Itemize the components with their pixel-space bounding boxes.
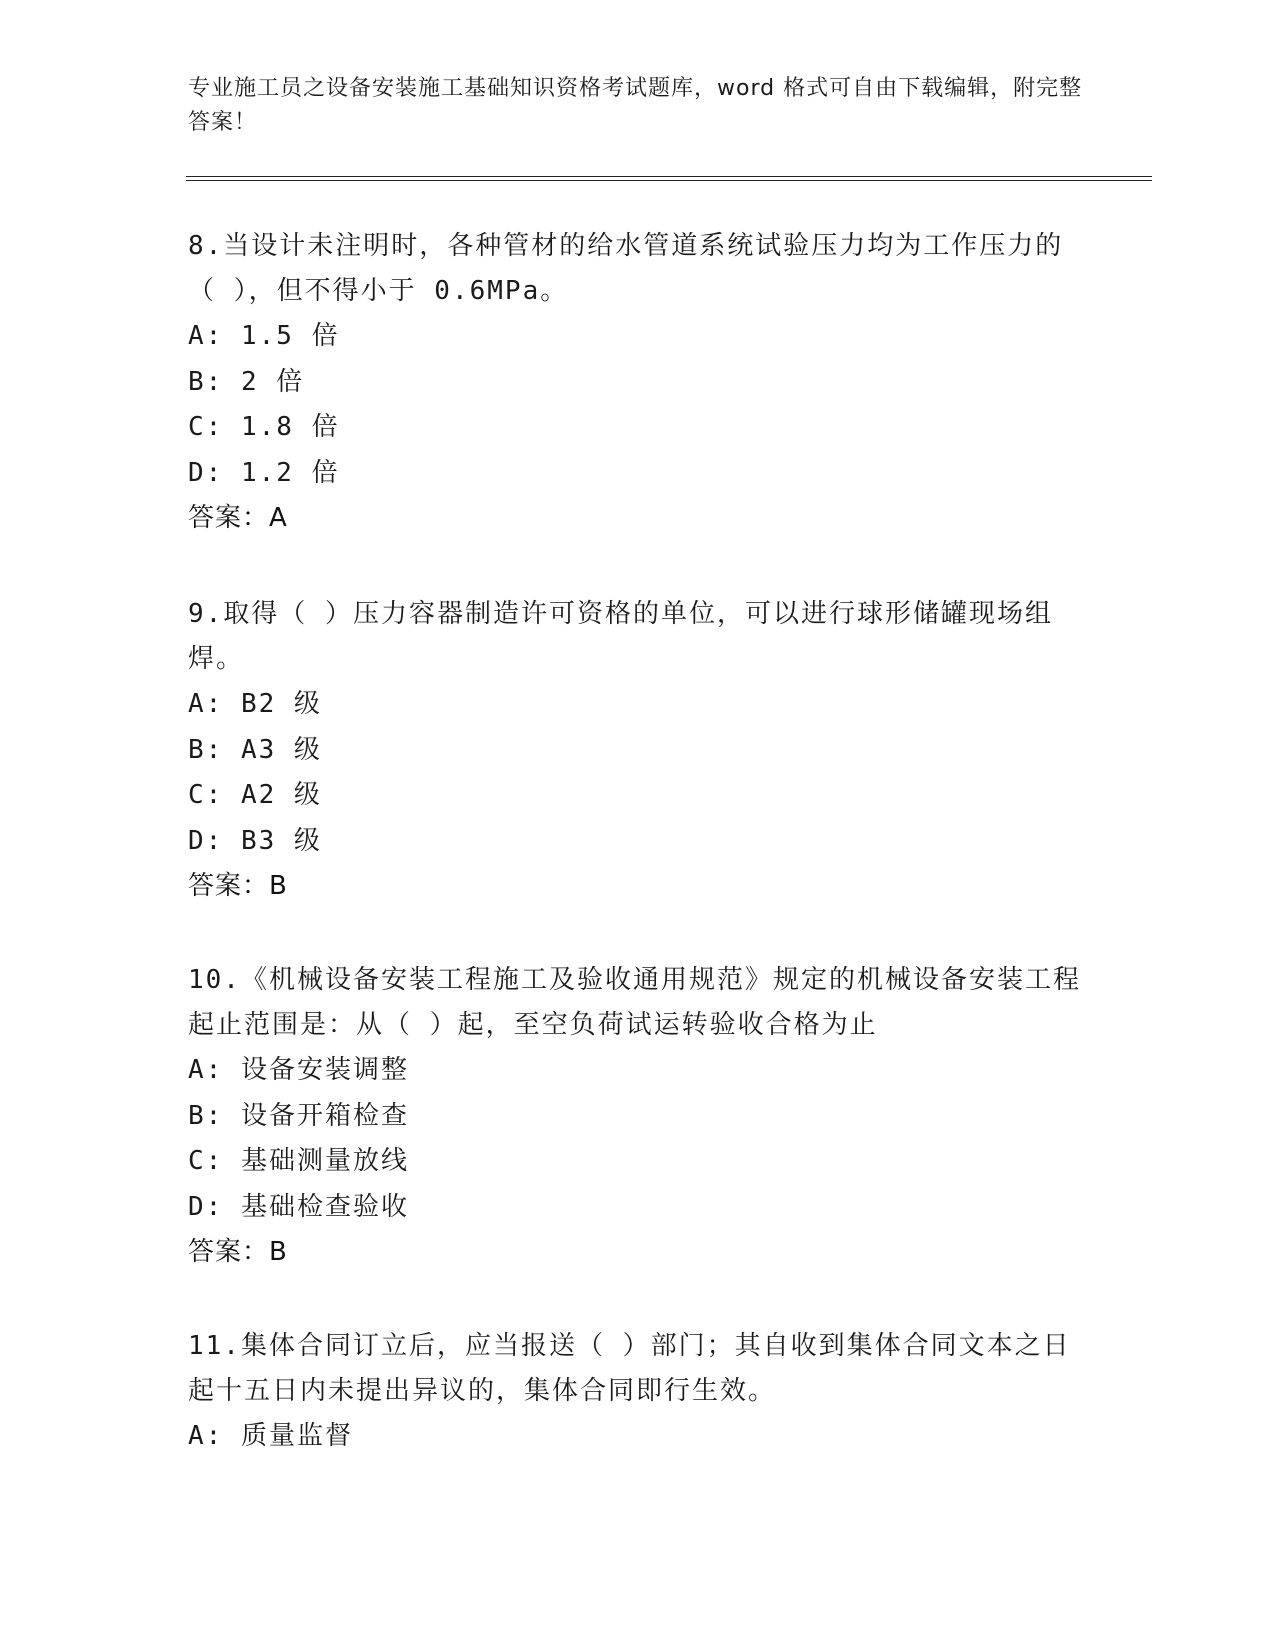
question-8 bbox=[188, 224, 1088, 542]
option-a: A: 设备安装调整 bbox=[188, 1055, 409, 1085]
option-c: C: 1.8 倍 bbox=[188, 412, 340, 442]
header-divider bbox=[186, 176, 1152, 181]
question-9 bbox=[188, 592, 1088, 910]
option-d: D: B3 级 bbox=[188, 825, 322, 856]
answer-label: 答案：A bbox=[188, 503, 288, 533]
question-11 bbox=[188, 1324, 1088, 1460]
option-c: C: A2 级 bbox=[188, 780, 322, 810]
question-text: 9.取得（ ）压力容器制造许可资格的单位，可以进行球形储罐现场组焊。 bbox=[188, 599, 1053, 674]
option-d: D: 1.2 倍 bbox=[188, 457, 340, 488]
option-b: B: A3 级 bbox=[188, 734, 322, 765]
option-b: B: 2 倍 bbox=[188, 366, 305, 397]
document-intro: 专业施工员之设备安装施工基础知识资格考试题库，word 格式可自由下载编辑，附完整答案！ bbox=[188, 76, 1083, 135]
option-a: A: 质量监督 bbox=[188, 1421, 353, 1451]
answer-label: 答案：B bbox=[188, 1237, 288, 1267]
option-d: D: 基础检查验收 bbox=[188, 1191, 409, 1222]
option-c: C: 基础测量放线 bbox=[188, 1146, 409, 1176]
option-b: B: 设备开箱检查 bbox=[188, 1100, 409, 1131]
question-text: 10.《机械设备安装工程施工及验收通用规范》规定的机械设备安装工程起止范围是：从（ ）起，至空负荷试运转验收合格为止 bbox=[188, 965, 1081, 1040]
question-10 bbox=[188, 958, 1088, 1276]
option-a: A: 1.5 倍 bbox=[188, 321, 340, 351]
answer-label: 答案：B bbox=[188, 871, 288, 901]
option-a: A: B2 级 bbox=[188, 689, 322, 719]
question-text: 8.当设计未注明时，各种管材的给水管道系统试验压力均为工作压力的（ ），但不得小于 0.6MPa。 bbox=[188, 231, 1064, 306]
question-text: 11.集体合同订立后，应当报送（ ）部门；其自收到集体合同文本之日起十五日内未提出异议的，集体合同即行生效。 bbox=[188, 1331, 1071, 1406]
